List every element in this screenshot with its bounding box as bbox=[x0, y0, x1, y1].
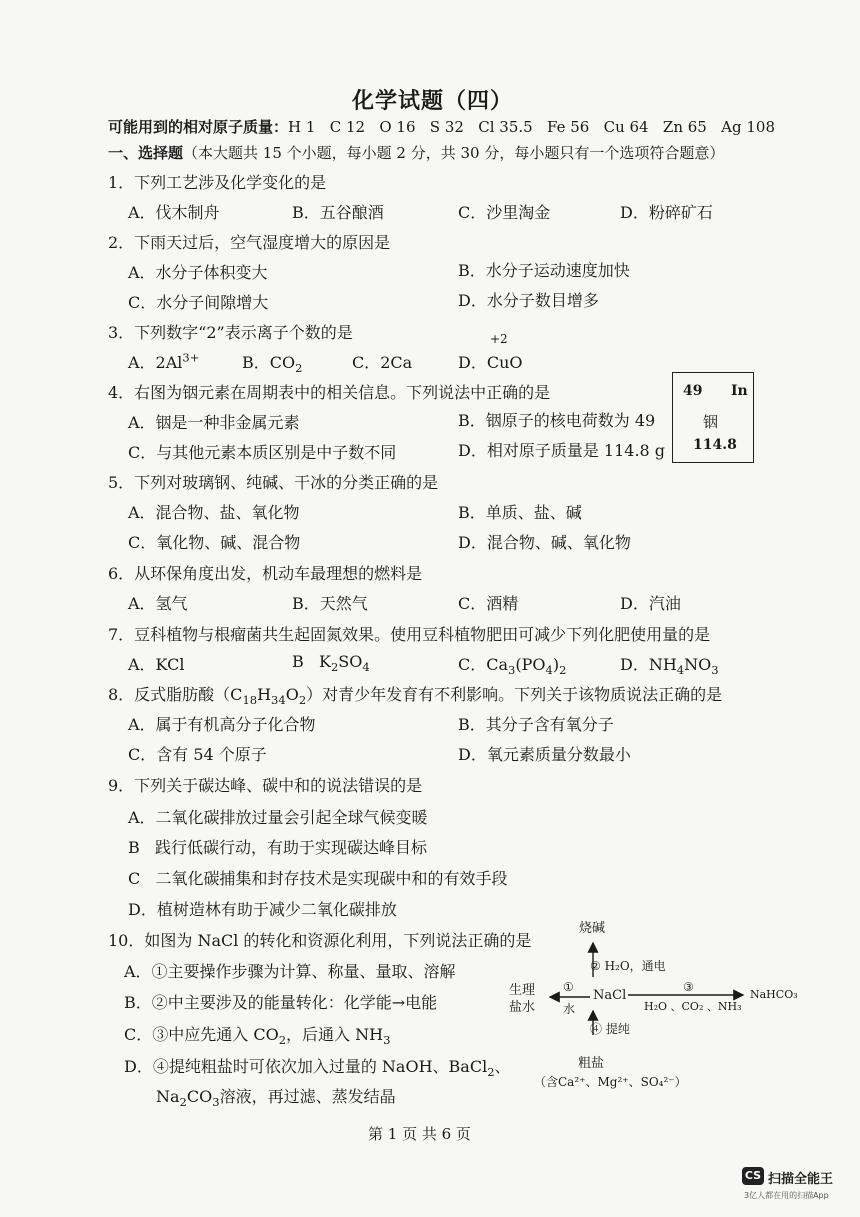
atomic-mass-label: 可能用到的相对原子质量： bbox=[108, 118, 289, 136]
q10-option-c-text: C．③中应先通入 CO bbox=[124, 1025, 279, 1044]
question-4-stem: 4．右图为铟元素在周期表中的相关信息。下列说法中正确的是 bbox=[108, 383, 551, 402]
diagram-bottom-note: （含Ca²⁺、Mg²⁺、SO₄²⁻） bbox=[534, 1075, 687, 1089]
q8-option-c: C．含有 54 个原子 bbox=[128, 745, 267, 764]
question-3-stem: 3．下列数字“2”表示离子个数的是 bbox=[108, 323, 353, 342]
q3-option-a bbox=[128, 350, 199, 373]
diagram-right: NaHCO₃ bbox=[750, 988, 798, 1001]
q2-option-a: A．水分子体积变大 bbox=[128, 263, 268, 282]
diagram-left-top: 生理 bbox=[509, 983, 536, 998]
section-note: （本大题共 15 个小题，每小题 2 分，共 30 分，每小题只有一个选项符合题意） bbox=[183, 144, 725, 162]
q1-option-b: B．五谷酿酒 bbox=[292, 203, 384, 222]
q1-option-d: D．粉碎矿石 bbox=[620, 203, 713, 222]
q9-option-d: D．植树造林有助于减少二氧化碳排放 bbox=[128, 900, 397, 919]
q5-option-d: D．混合物、碱、氧化物 bbox=[458, 533, 631, 552]
q3-option-c: C．2Ca bbox=[352, 353, 413, 372]
q4-option-c: C．与其他元素本质区别是中子数不同 bbox=[128, 443, 397, 462]
element-name: 铟 bbox=[703, 413, 719, 431]
q8-option-a: A．属于有机高分子化合物 bbox=[128, 715, 316, 734]
q10-option-a: A．①主要操作步骤为计算、称量、量取、溶解 bbox=[124, 962, 456, 981]
q7-option-d: D．$NH_4NO_3$ bbox=[620, 655, 719, 678]
diagram-left-bottom: 盐水 bbox=[509, 1000, 536, 1015]
atomic-mass-line bbox=[108, 116, 775, 137]
q6-option-b: B．天然气 bbox=[292, 594, 368, 613]
diagram-bottom: 粗盐 bbox=[578, 1056, 605, 1071]
element-info-box bbox=[672, 372, 754, 463]
q9-option-a: A．二氧化碳排放过量会引起全球气候变暖 bbox=[128, 808, 428, 827]
q10-option-d-sep: 、 bbox=[494, 1057, 511, 1076]
q2-option-d: D．水分子数目增多 bbox=[458, 291, 599, 310]
q10-option-d: D．④提纯粗盐时可依次加入过量的 NaOH、BaCl$_2$、 bbox=[124, 1057, 511, 1080]
q3-option-b: B．$CO_2$ bbox=[242, 353, 303, 376]
diagram-step2: ② H₂O，通电 bbox=[590, 959, 666, 973]
question-7-stem: 7．豆科植物与根瘤菌共生起固氮效果。使用豆科植物肥田可减少下列化肥使用量的是 bbox=[108, 625, 711, 644]
q10-option-d-tail: 溶液，再过滤、蒸发结晶 bbox=[219, 1087, 396, 1106]
q7-option-a: A．KCl bbox=[128, 655, 185, 674]
q1-option-a: A．伐木制舟 bbox=[128, 203, 220, 222]
q8-option-b: B．其分子含有氧分子 bbox=[458, 715, 614, 734]
diagram-step3: ③ bbox=[683, 980, 694, 994]
q6-option-d: D．汽油 bbox=[620, 594, 681, 613]
q6-option-c: C．酒精 bbox=[458, 594, 519, 613]
q3-option-b-text: B．CO bbox=[242, 353, 296, 372]
q8-stem-b: ）对青少年发育有不利影响。下列关于该物质说法正确的是 bbox=[306, 685, 723, 704]
question-6-stem: 6．从环保角度出发，机动车最理想的燃料是 bbox=[108, 564, 423, 583]
q10-option-b: B．②中主要涉及的能量转化：化学能→电能 bbox=[124, 993, 438, 1012]
q2-option-c: C．水分子间隙增大 bbox=[128, 293, 269, 312]
q5-option-a: A．混合物、盐、氧化物 bbox=[128, 503, 300, 522]
atomic-mass-values: H 1 C 12 O 16 S 32 Cl 35.5 Fe 56 Cu 64 Zn 65 Ag 108 bbox=[288, 118, 775, 136]
element-mass: 114.8 bbox=[693, 437, 737, 453]
diagram-step1: ① bbox=[563, 980, 574, 994]
q8-option-d: D．氧元素质量分数最小 bbox=[458, 745, 631, 764]
q7-option-c: C．$Ca_3(PO_4)_2$ bbox=[458, 655, 567, 678]
question-2-stem: 2．下雨天过后，空气湿度增大的原因是 bbox=[108, 233, 391, 252]
q10-option-d-cont: $Na_2CO_3$溶液，再过滤、蒸发结晶 bbox=[156, 1087, 396, 1110]
question-9-stem: 9．下列关于碳达峰、碳中和的说法错误的是 bbox=[108, 776, 423, 795]
q9-option-c: C 二氧化碳捕集和封存技术是实现碳中和的有效手段 bbox=[128, 869, 508, 888]
page-footer: 第 1 页 共 6 页 bbox=[368, 1125, 471, 1143]
camscanner-logo-icon: CS bbox=[742, 1167, 764, 1185]
q2-option-b: B．水分子运动速度加快 bbox=[458, 261, 630, 280]
q8-stem-a: 8．反式脂肪酸（C bbox=[108, 685, 243, 704]
question-8-stem: 8．反式脂肪酸$(C_{18}H_{34}O_2)$对青少年发育有不利影响。下列关于该物质说法正确的是 bbox=[108, 685, 723, 708]
diagram-step3-reagents: H₂O 、CO₂ 、NH₃ bbox=[644, 1000, 742, 1013]
q1-option-c: C．沙里淘金 bbox=[458, 203, 551, 222]
diagram-center: NaCl bbox=[593, 988, 627, 1003]
q4-option-a: A．铟是一种非金属元素 bbox=[128, 413, 300, 432]
q7-option-b-text: B K bbox=[292, 652, 331, 671]
q6-option-a: A．氢气 bbox=[128, 594, 188, 613]
q3-option-d-valence: +2 bbox=[490, 332, 508, 346]
q5-option-b: B．单质、盐、碱 bbox=[458, 503, 582, 522]
watermark-name: 扫描全能王 bbox=[768, 1172, 834, 1187]
q10-option-d-text: D．④提纯粗盐时可依次加入过量的 NaOH、BaCl bbox=[124, 1057, 488, 1076]
q7-option-b: B $K_2SO_4$ bbox=[292, 652, 370, 675]
section-heading bbox=[108, 142, 724, 163]
q7-option-d-text: D．NH bbox=[620, 655, 677, 674]
diagram-step4: ④ 提纯 bbox=[590, 1022, 630, 1036]
diagram-top-label: 烧碱 bbox=[579, 921, 606, 936]
q10-option-d-cont-text: Na bbox=[156, 1087, 180, 1106]
element-symbol: In bbox=[731, 383, 748, 399]
page-title: 化学试题（四） bbox=[352, 88, 514, 114]
q4-option-d: D．相对原子质量是 114.8 g bbox=[458, 441, 666, 460]
q10-option-c-tail: ，后通入 NH bbox=[286, 1025, 384, 1044]
watermark-tagline: 3亿人都在用的扫描App bbox=[744, 1191, 829, 1200]
q5-option-c: C．氧化物、碱、混合物 bbox=[128, 533, 301, 552]
question-10-stem: 10．如图为 NaCl 的转化和资源化利用，下列说法正确的是 bbox=[108, 931, 532, 950]
q10-option-c: C．③中应先通入 $CO_2$，后通入 $NH_3$ bbox=[124, 1025, 391, 1048]
question-5-stem: 5．下列对玻璃钢、纯碱、干冰的分类正确的是 bbox=[108, 473, 439, 492]
q7-option-c-text: C．Ca bbox=[458, 655, 509, 674]
q3-option-a-charge: 3+ bbox=[182, 350, 200, 365]
q3-option-a-text: A．2Al bbox=[128, 353, 183, 372]
section-title: 一、选择题 bbox=[108, 144, 184, 162]
q9-option-b: B 践行低碳行动，有助于实现碳达峰目标 bbox=[128, 838, 428, 857]
question-1-stem: 1．下列工艺涉及化学变化的是 bbox=[108, 173, 327, 192]
q4-option-b: B．铟原子的核电荷数为 49 bbox=[458, 411, 656, 430]
q3-option-d: D．CuO bbox=[458, 353, 523, 372]
element-number: 49 bbox=[683, 383, 703, 399]
diagram-water: 水 bbox=[563, 1002, 576, 1016]
